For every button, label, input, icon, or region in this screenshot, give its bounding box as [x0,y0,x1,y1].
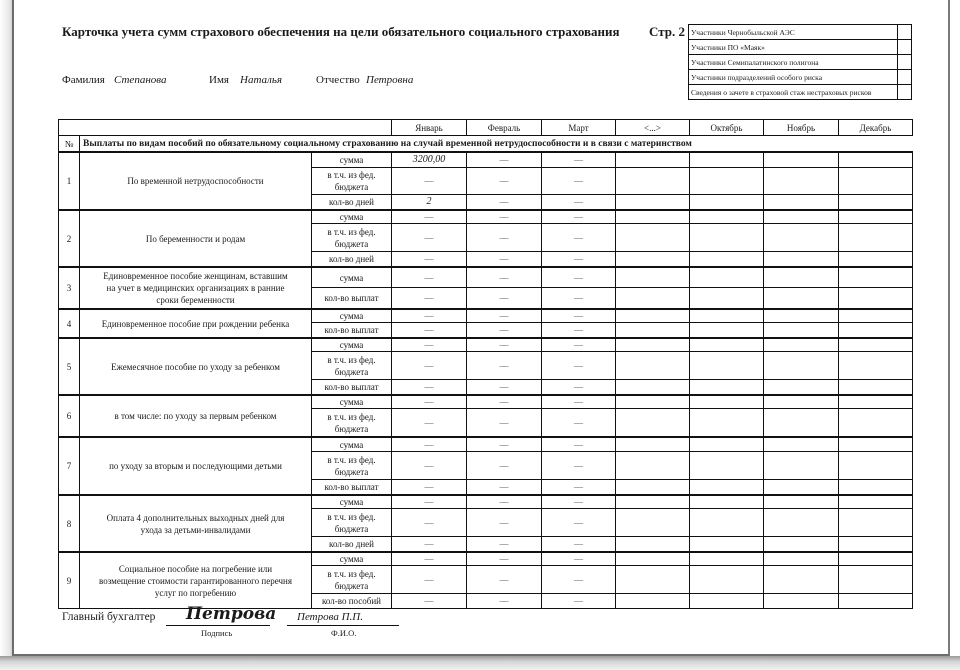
row-number: 5 [58,337,80,395]
month-value-cell[interactable] [689,266,764,288]
full-name-line [287,625,399,626]
month-value-cell[interactable] [763,551,839,566]
benefit-name: Социальное пособие на погребение или возмещение стоимости гарантированного перечня услуг по погребению [79,551,312,609]
flag-row [689,55,912,70]
month-value-cell[interactable] [689,308,764,323]
month-value-cell[interactable]: — [541,494,616,509]
month-value-cell[interactable] [615,337,690,352]
accountant-full-name[interactable]: Петрова П.П. [297,611,363,623]
month-value-cell[interactable] [838,508,913,537]
month-value-cell[interactable] [689,322,764,338]
month-value-cell[interactable] [838,287,913,309]
row-number: 2 [58,209,80,267]
month-value-cell[interactable] [763,451,839,480]
month-value-cell[interactable] [689,565,764,594]
patronymic-value[interactable]: Петровна [366,74,414,86]
month-header-2: Март [541,119,616,136]
month-value-cell[interactable] [689,337,764,352]
month-value-cell[interactable]: 2 [391,194,467,210]
month-value-cell[interactable]: — [541,451,616,480]
flag-checkbox[interactable] [898,55,912,70]
month-value-cell[interactable]: — [466,167,542,195]
month-value-cell[interactable] [689,379,764,395]
month-value-cell[interactable]: — [466,451,542,480]
benefit-name: Единовременное пособие женщинам, вставшим на учет в медицинских организациях в ранние сроки беременности [79,266,312,309]
month-value-cell[interactable] [689,408,764,437]
month-value-cell[interactable] [838,351,913,380]
month-value-cell[interactable] [838,322,913,338]
month-value-cell[interactable]: — [466,379,542,395]
month-value-cell[interactable]: — [391,536,467,552]
flag-checkbox[interactable] [898,85,912,100]
month-value-cell[interactable] [763,351,839,380]
sub-row-label: сумма [311,436,392,452]
month-value-cell[interactable] [615,408,690,437]
month-value-cell[interactable] [763,536,839,552]
row-number: 4 [58,308,80,338]
month-value-cell[interactable]: — [466,593,542,609]
sub-row-label: в т.ч. из фед. бюджета [311,508,392,537]
section-title: Выплаты по видам пособий по обязательному социальному страхованию на случай временной нетрудоспособности и в связи с материнством [83,138,692,149]
month-value-cell[interactable] [689,351,764,380]
month-value-cell[interactable]: — [541,337,616,352]
month-value-cell[interactable]: — [466,408,542,437]
benefit-name: Ежемесячное пособие по уходу за ребенком [79,337,312,395]
flag-label: Сведения о зачете в страховой стаж нестраховых рисков [689,85,898,100]
month-value-cell[interactable] [615,536,690,552]
month-value-cell[interactable] [615,223,690,252]
month-value-cell[interactable] [763,209,839,224]
month-value-cell[interactable]: — [391,351,467,380]
sub-row-label: кол-во дней [311,194,392,210]
month-value-cell[interactable] [838,209,913,224]
month-value-cell[interactable]: — [391,593,467,609]
month-value-cell[interactable] [838,379,913,395]
sub-row-label: сумма [311,494,392,509]
month-value-cell[interactable]: — [466,266,542,288]
sub-row-label: кол-во пособий [311,593,392,609]
month-value-cell[interactable] [838,436,913,452]
sub-row-label: сумма [311,266,392,288]
month-value-cell[interactable]: — [466,394,542,409]
month-value-cell[interactable]: — [541,436,616,452]
month-value-cell[interactable] [689,209,764,224]
sub-row-label: в т.ч. из фед. бюджета [311,408,392,437]
month-value-cell[interactable] [689,223,764,252]
month-value-cell[interactable]: — [391,266,467,288]
month-value-cell[interactable] [838,223,913,252]
month-value-cell[interactable] [615,151,690,168]
month-value-cell[interactable]: — [466,508,542,537]
benefit-name: По временной нетрудоспособности [79,151,312,210]
month-value-cell[interactable]: — [541,223,616,252]
month-value-cell[interactable]: — [391,494,467,509]
month-value-cell[interactable]: — [466,351,542,380]
surname-label: Фамилия [62,74,105,86]
month-value-cell[interactable]: — [541,351,616,380]
month-value-cell[interactable]: — [466,479,542,495]
chief-accountant-label: Главный бухгалтер [62,611,156,623]
month-value-cell[interactable] [763,287,839,309]
month-value-cell[interactable]: — [466,209,542,224]
signature: Петрова [186,604,277,624]
month-value-cell[interactable] [615,494,690,509]
month-value-cell[interactable] [838,394,913,409]
month-header-6: Декабрь [838,119,913,136]
month-value-cell[interactable]: — [541,308,616,323]
sub-row-label: кол-во дней [311,536,392,552]
month-value-cell[interactable]: — [541,251,616,267]
month-value-cell[interactable]: — [466,565,542,594]
surname-value[interactable]: Степанова [114,74,167,86]
patronymic-label: Отчество [316,74,360,86]
benefit-name: Единовременное пособие при рождении ребенка [79,308,312,338]
month-value-cell[interactable] [763,308,839,323]
month-value-cell[interactable] [763,251,839,267]
sub-row-label: сумма [311,551,392,566]
full-name-caption: Ф.И.О. [331,628,357,638]
flag-row [689,85,912,100]
month-value-cell[interactable] [838,551,913,566]
month-value-cell[interactable] [763,508,839,537]
month-value-cell[interactable]: — [466,494,542,509]
month-value-cell[interactable]: — [541,565,616,594]
month-value-cell[interactable] [615,436,690,452]
month-value-cell[interactable]: — [391,223,467,252]
sub-row-label: в т.ч. из фед. бюджета [311,351,392,380]
flag-label: Участники Семипалатинского полигона [689,55,898,70]
month-value-cell[interactable] [763,565,839,594]
sub-row-label: кол-во выплат [311,379,392,395]
month-value-cell[interactable] [763,167,839,195]
sub-row-label: сумма [311,394,392,409]
month-value-cell[interactable]: — [391,436,467,452]
month-value-cell[interactable]: — [391,308,467,323]
month-value-cell[interactable]: — [541,287,616,309]
sub-row-label: в т.ч. из фед. бюджета [311,565,392,594]
month-value-cell[interactable] [615,565,690,594]
flag-row [689,25,912,40]
signature-caption: Подпись [201,628,233,638]
sub-row-label: кол-во выплат [311,322,392,338]
month-value-cell[interactable] [615,308,690,323]
month-value-cell[interactable] [615,322,690,338]
name-label: Имя [209,74,229,86]
month-value-cell[interactable]: — [466,308,542,323]
sub-row-label: кол-во выплат [311,479,392,495]
sub-row-label: кол-во выплат [311,287,392,309]
flag-label: Участники подразделений особого риска [689,70,898,85]
month-value-cell[interactable] [838,251,913,267]
sub-row-label: сумма [311,337,392,352]
month-value-cell[interactable]: — [466,337,542,352]
month-value-cell[interactable]: — [391,451,467,480]
month-value-cell[interactable]: — [541,322,616,338]
month-value-cell[interactable] [689,287,764,309]
month-value-cell[interactable]: — [466,287,542,309]
month-value-cell[interactable] [615,593,690,609]
month-value-cell[interactable]: — [541,551,616,566]
month-header-5: Ноябрь [763,119,839,136]
flag-checkbox[interactable] [898,25,912,40]
month-value-cell[interactable]: — [391,394,467,409]
month-value-cell[interactable]: — [466,223,542,252]
month-value-cell[interactable]: — [541,508,616,537]
month-value-cell[interactable] [689,394,764,409]
month-value-cell[interactable]: — [391,167,467,195]
month-value-cell[interactable]: — [466,436,542,452]
month-value-cell[interactable] [838,337,913,352]
month-value-cell[interactable]: — [541,379,616,395]
sub-row-label: в т.ч. из фед. бюджета [311,167,392,195]
month-value-cell[interactable] [689,151,764,168]
month-value-cell[interactable] [838,266,913,288]
month-value-cell[interactable] [838,308,913,323]
month-value-cell[interactable] [615,508,690,537]
month-value-cell[interactable] [763,593,839,609]
month-value-cell[interactable]: — [541,194,616,210]
month-value-cell[interactable] [763,223,839,252]
month-value-cell[interactable] [615,451,690,480]
month-value-cell[interactable] [838,167,913,195]
month-header-4: Октябрь [689,119,764,136]
month-value-cell[interactable] [615,551,690,566]
month-value-cell[interactable] [838,408,913,437]
flag-checkbox[interactable] [898,40,912,55]
month-value-cell[interactable] [763,151,839,168]
month-value-cell[interactable] [689,194,764,210]
month-value-cell[interactable]: 3200,00 [391,151,467,168]
month-value-cell[interactable] [763,266,839,288]
month-value-cell[interactable]: — [391,379,467,395]
month-value-cell[interactable]: — [541,209,616,224]
month-value-cell[interactable] [615,351,690,380]
month-value-cell[interactable]: — [391,287,467,309]
month-value-cell[interactable]: — [391,337,467,352]
month-value-cell[interactable]: — [391,408,467,437]
month-value-cell[interactable] [763,194,839,210]
name-value[interactable]: Наталья [240,74,282,86]
month-value-cell[interactable]: — [391,479,467,495]
month-value-cell[interactable] [615,251,690,267]
month-value-cell[interactable]: — [541,479,616,495]
month-value-cell[interactable] [689,494,764,509]
signature-line [166,625,270,626]
month-value-cell[interactable] [615,209,690,224]
sub-row-label: в т.ч. из фед. бюджета [311,451,392,480]
month-value-cell[interactable] [615,287,690,309]
month-value-cell[interactable] [689,551,764,566]
month-value-cell[interactable] [838,565,913,594]
page-shadow-bottom [0,656,960,670]
month-value-cell[interactable]: — [541,593,616,609]
month-value-cell[interactable]: — [391,508,467,537]
month-value-cell[interactable] [838,151,913,168]
month-value-cell[interactable]: — [466,151,542,168]
month-value-cell[interactable] [838,536,913,552]
category-flags-table [688,24,912,100]
row-number: 1 [58,151,80,210]
flag-row [689,70,912,85]
month-value-cell[interactable] [763,494,839,509]
sub-row-label: кол-во дней [311,251,392,267]
month-value-cell[interactable] [615,266,690,288]
month-value-cell[interactable]: — [391,565,467,594]
month-value-cell[interactable]: — [391,251,467,267]
month-value-cell[interactable]: — [391,322,467,338]
month-value-cell[interactable] [763,322,839,338]
month-value-cell[interactable] [689,251,764,267]
sub-row-label: сумма [311,151,392,168]
flag-checkbox[interactable] [898,70,912,85]
row-number: 8 [58,494,80,552]
sub-row-label: сумма [311,308,392,323]
month-value-cell[interactable]: — [541,536,616,552]
month-value-cell[interactable] [763,436,839,452]
benefits-table [58,119,912,609]
month-value-cell[interactable] [689,451,764,480]
month-value-cell[interactable] [615,167,690,195]
month-value-cell[interactable]: — [541,151,616,168]
month-value-cell[interactable] [689,536,764,552]
month-header-0: Январь [391,119,467,136]
month-value-cell[interactable]: — [541,167,616,195]
month-value-cell[interactable] [838,479,913,495]
number-header: № [58,135,80,152]
month-value-cell[interactable]: — [466,551,542,566]
sub-row-label: сумма [311,209,392,224]
month-value-cell[interactable] [689,436,764,452]
month-value-cell[interactable]: — [466,251,542,267]
month-value-cell[interactable] [763,408,839,437]
month-value-cell[interactable] [838,494,913,509]
row-number: 6 [58,394,80,437]
month-value-cell[interactable]: — [541,266,616,288]
month-value-cell[interactable] [838,451,913,480]
benefit-name: Оплата 4 дополнительных выходных дней для ухода за детьми-инвалидами [79,494,312,552]
month-value-cell[interactable] [689,167,764,195]
header-blank-cell [58,119,392,136]
month-value-cell[interactable] [838,194,913,210]
month-value-cell[interactable] [689,508,764,537]
page-number: Стр. 2 [649,24,685,39]
month-value-cell[interactable]: — [541,394,616,409]
flag-row [689,40,912,55]
row-number: 7 [58,436,80,495]
flag-label: Участники ПО «Маяк» [689,40,898,55]
month-header-1: Февраль [466,119,542,136]
month-value-cell[interactable] [689,479,764,495]
row-number: 3 [58,266,80,309]
month-value-cell[interactable]: — [466,194,542,210]
row-number: 9 [58,551,80,609]
sub-row-label: в т.ч. из фед. бюджета [311,223,392,252]
month-value-cell[interactable]: — [541,408,616,437]
document-title: Карточка учета сумм страхового обеспечения на цели обязательного социального страхования [62,24,620,39]
flag-label: Участники Чернобыльской АЭС [689,25,898,40]
month-value-cell[interactable]: — [466,536,542,552]
month-value-cell[interactable] [615,394,690,409]
month-value-cell[interactable]: — [391,551,467,566]
month-value-cell[interactable] [615,194,690,210]
month-value-cell[interactable] [689,593,764,609]
month-header-3: <...> [615,119,690,136]
month-value-cell[interactable] [763,379,839,395]
month-value-cell[interactable] [838,593,913,609]
month-value-cell[interactable] [615,479,690,495]
month-value-cell[interactable]: — [391,209,467,224]
month-value-cell[interactable] [763,337,839,352]
benefit-name: по уходу за вторым и последующими детьми [79,436,312,495]
benefit-name: По беременности и родам [79,209,312,267]
month-value-cell[interactable] [763,394,839,409]
month-value-cell[interactable] [615,379,690,395]
month-value-cell[interactable]: — [466,322,542,338]
month-value-cell[interactable] [763,479,839,495]
benefit-name: в том числе: по уходу за первым ребенком [79,394,312,437]
